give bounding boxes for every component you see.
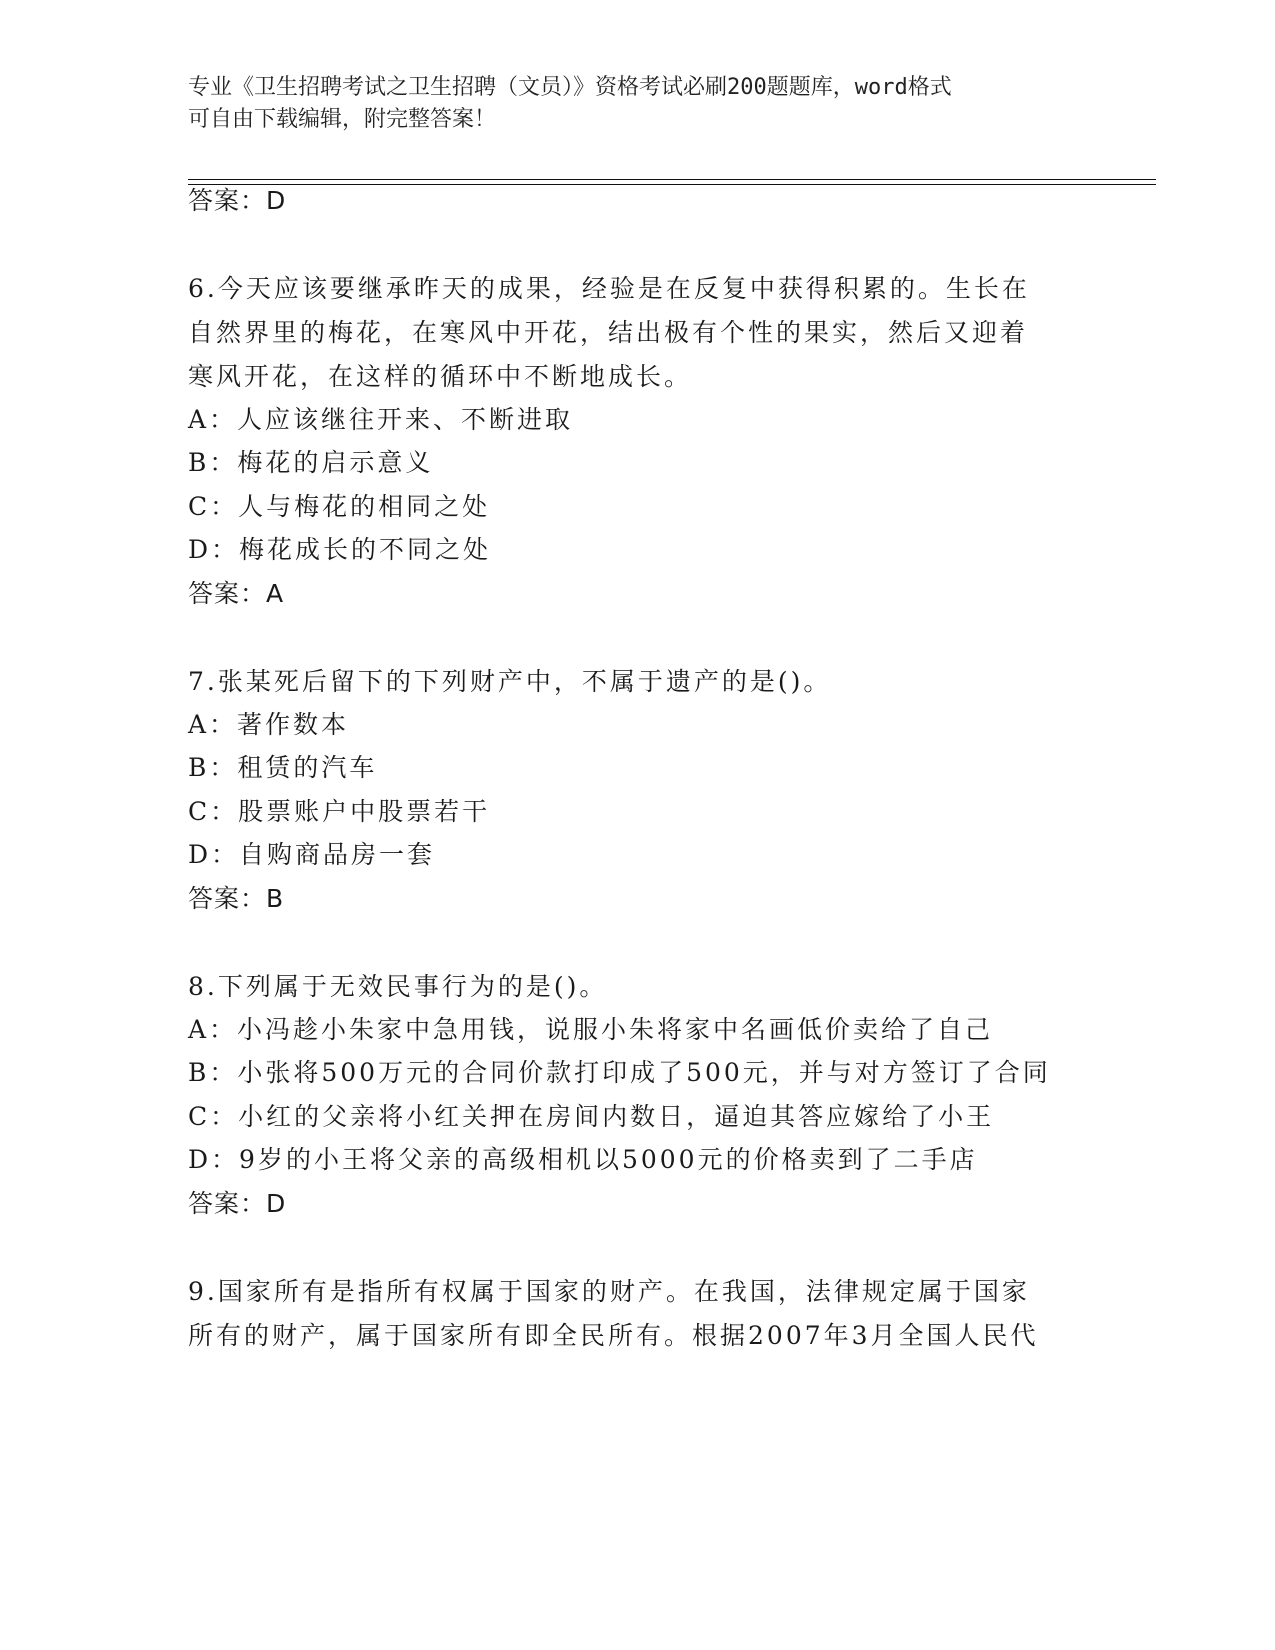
question-6-text-line-1: 6.今天应该要继承昨天的成果，经验是在反复中获得积累的。生长在 <box>188 274 1030 303</box>
page-header <box>188 72 1088 136</box>
question-8-option-d: D：9岁的小王将父亲的高级相机以5000元的价格卖到了二手店 <box>188 1145 978 1174</box>
answer-q8: 答案：D <box>188 1189 287 1218</box>
header-line-2: 可自由下载编辑，附完整答案！ <box>188 107 497 132</box>
question-6-option-a: A：人应该继往开来、不断进取 <box>188 405 574 434</box>
answer-q6: 答案：A <box>188 579 285 608</box>
header-divider-top <box>188 179 1156 180</box>
question-7-option-c: C：股票账户中股票若干 <box>188 797 491 826</box>
question-6-text-line-2: 自然界里的梅花，在寒风中开花，结出极有个性的果实，然后又迎着 <box>188 318 1029 347</box>
answer-q7: 答案：B <box>188 884 285 913</box>
question-6-text-line-3: 寒风开花，在这样的循环中不断地成长。 <box>188 362 693 391</box>
question-7-option-b: B：租赁的汽车 <box>188 753 378 782</box>
answer-q5: 答案：D <box>188 186 287 215</box>
header-line-1: 专业《卫生招聘考试之卫生招聘（文员）》资格考试必刷200题题库，word格式 <box>188 75 952 100</box>
question-6-option-b: B：梅花的启示意义 <box>188 448 434 477</box>
question-8-option-a: A：小冯趁小朱家中急用钱，说服小朱将家中名画低价卖给了自己 <box>188 1015 994 1044</box>
question-9-text-line-1: 9.国家所有是指所有权属于国家的财产。在我国，法律规定属于国家 <box>188 1277 1030 1306</box>
header-divider-bottom <box>188 184 1156 185</box>
question-7-option-d: D：自购商品房一套 <box>188 840 436 869</box>
question-7-text-line-1: 7.张某死后留下的下列财产中，不属于遗产的是()。 <box>188 667 832 696</box>
question-8-text-line-1: 8.下列属于无效民事行为的是()。 <box>188 972 608 1001</box>
question-9-text-line-2: 所有的财产，属于国家所有即全民所有。根据2007年3月全国人民代 <box>188 1321 1039 1350</box>
question-8-option-b: B：小张将500万元的合同价款打印成了500元，并与对方签订了合同 <box>188 1058 1051 1087</box>
question-6-option-c: C：人与梅花的相同之处 <box>188 492 491 521</box>
question-6-option-d: D：梅花成长的不同之处 <box>188 535 492 564</box>
question-8-option-c: C：小红的父亲将小红关押在房间内数日，逼迫其答应嫁给了小王 <box>188 1102 995 1131</box>
question-7-option-a: A：著作数本 <box>188 710 350 739</box>
